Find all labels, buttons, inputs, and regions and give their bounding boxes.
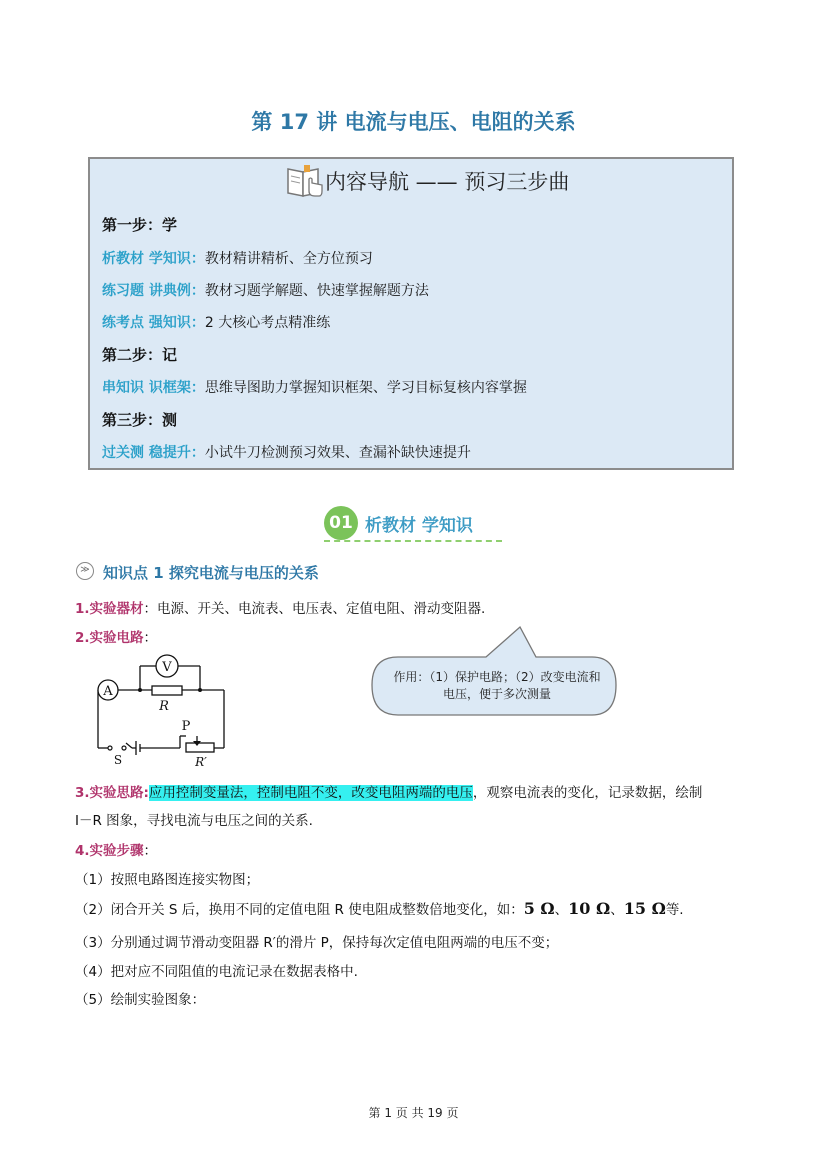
double-chevron-icon: ≫ bbox=[76, 562, 94, 580]
slider-label: P bbox=[181, 719, 191, 734]
step-2-sep-2: 、 bbox=[610, 902, 624, 918]
step-4: （4）把对应不同阻值的电流记录在数据表格中. bbox=[75, 964, 358, 980]
nav-item-3 bbox=[102, 312, 330, 332]
step-2-end: 等. bbox=[665, 902, 684, 918]
nav-item-1-text: 教材精讲精析、全方位预习 bbox=[204, 251, 373, 267]
nav-item-4-label: 串知识 识框架： bbox=[102, 380, 205, 396]
circuit-label-colon: ： bbox=[143, 630, 158, 646]
steps-label: 4.实验步骤 bbox=[75, 843, 144, 859]
nav-item-5-label: 过关测 稳提升： bbox=[102, 445, 205, 461]
book-hand-icon bbox=[285, 163, 325, 199]
experiment-idea-line bbox=[75, 781, 702, 801]
nav-item-4-text: 思维导图助力掌握知识框架、学习目标复核内容掌握 bbox=[204, 380, 527, 396]
nav-item-4 bbox=[102, 377, 527, 397]
callout-text: 作用：（1）保护电路；（2）改变电流和电压，便于多次测量 bbox=[393, 670, 601, 701]
experiment-idea-text: ，观察电流表的变化，记录数据，绘制 bbox=[472, 785, 703, 801]
step-2-value-3: 15 Ω bbox=[623, 899, 666, 918]
section-title: 析教材 学知识 bbox=[365, 516, 473, 536]
junction-right bbox=[198, 688, 202, 692]
circuit-diagram bbox=[88, 650, 238, 768]
nav-item-1-label: 析教材 学知识： bbox=[102, 251, 205, 267]
nav-item-3-label: 练考点 强知识： bbox=[102, 315, 205, 331]
experiment-idea-line-2: I－R 图象，寻找电流与电压之间的关系. bbox=[75, 813, 313, 829]
nav-item-3-text: 2 大核心考点精准练 bbox=[204, 315, 331, 331]
nav-item-5 bbox=[102, 442, 471, 462]
nav-step-3: 第三步：测 bbox=[102, 411, 178, 429]
nav-item-2-label: 练习题 讲典例： bbox=[102, 283, 205, 299]
ammeter-symbol bbox=[98, 680, 118, 700]
step-2-value-2: 10 Ω bbox=[568, 899, 611, 918]
step-2-text: （2）闭合开关 S 后，换用不同的定值电阻 R 使电阻成整数倍地变化，如： bbox=[75, 902, 524, 918]
step-3: （3）分别通过调节滑动变阻器 R′的滑片 P，保持每次定值电阻两端的电压不变； bbox=[75, 935, 559, 951]
switch-contact-right bbox=[122, 746, 126, 750]
step-2 bbox=[75, 898, 684, 918]
section-number-badge: 01 bbox=[324, 506, 358, 540]
steps-line bbox=[75, 839, 157, 859]
nav-header-text: 内容导航 —— 预习三步曲 bbox=[325, 170, 570, 194]
nav-item-5-text: 小试牛刀检测预习效果、查漏补缺快速提升 bbox=[204, 445, 471, 461]
nav-item-1 bbox=[102, 248, 373, 268]
nav-step-2: 第二步：记 bbox=[102, 346, 178, 364]
step-5: （5）绘制实验图象： bbox=[75, 992, 206, 1008]
circuit-line bbox=[75, 626, 157, 646]
nav-item-2-text: 教材习题学解题、快速掌握解题方法 bbox=[204, 283, 429, 299]
rheostat-symbol bbox=[182, 719, 214, 768]
rheostat-label: R′ bbox=[195, 755, 207, 768]
step-2-sep-1: 、 bbox=[554, 902, 569, 918]
nav-step-1: 第一步：学 bbox=[102, 216, 178, 234]
resistor-label: R bbox=[159, 699, 169, 714]
equipment-text: ：电源、开关、电流表、电压表、定值电阻、滑动变阻器. bbox=[143, 601, 486, 617]
knowledge-point-title: 知识点 1 探究电流与电压的关系 bbox=[103, 564, 319, 582]
voltmeter-label: V bbox=[162, 660, 172, 675]
junction-left bbox=[138, 688, 142, 692]
circuit-label: 2.实验电路 bbox=[75, 630, 144, 646]
ammeter-label: A bbox=[103, 684, 113, 699]
switch-label: S bbox=[113, 753, 123, 767]
step-2-value-1: 5 Ω bbox=[523, 899, 555, 918]
page-title: 第 17 讲 电流与电压、电阻的关系 bbox=[251, 110, 576, 134]
experiment-idea-label: 3.实验思路: bbox=[75, 785, 149, 801]
step-1: （1）按照电路图连接实物图； bbox=[75, 872, 260, 888]
highlighted-text: 应用控制变量法，控制电阻不变，改变电阻两端的电压 bbox=[148, 785, 473, 801]
equipment-label: 1.实验器材 bbox=[75, 601, 144, 617]
equipment-line bbox=[75, 597, 485, 617]
steps-label-colon: ： bbox=[143, 843, 158, 859]
resistor-symbol bbox=[152, 686, 182, 714]
page-footer: 第 1 页 共 19 页 bbox=[368, 1106, 459, 1120]
voltmeter-symbol bbox=[156, 655, 178, 677]
section-underline bbox=[324, 540, 502, 542]
switch-contact-left bbox=[108, 746, 112, 750]
nav-item-2 bbox=[102, 280, 429, 300]
content-navigation-box bbox=[88, 157, 734, 470]
